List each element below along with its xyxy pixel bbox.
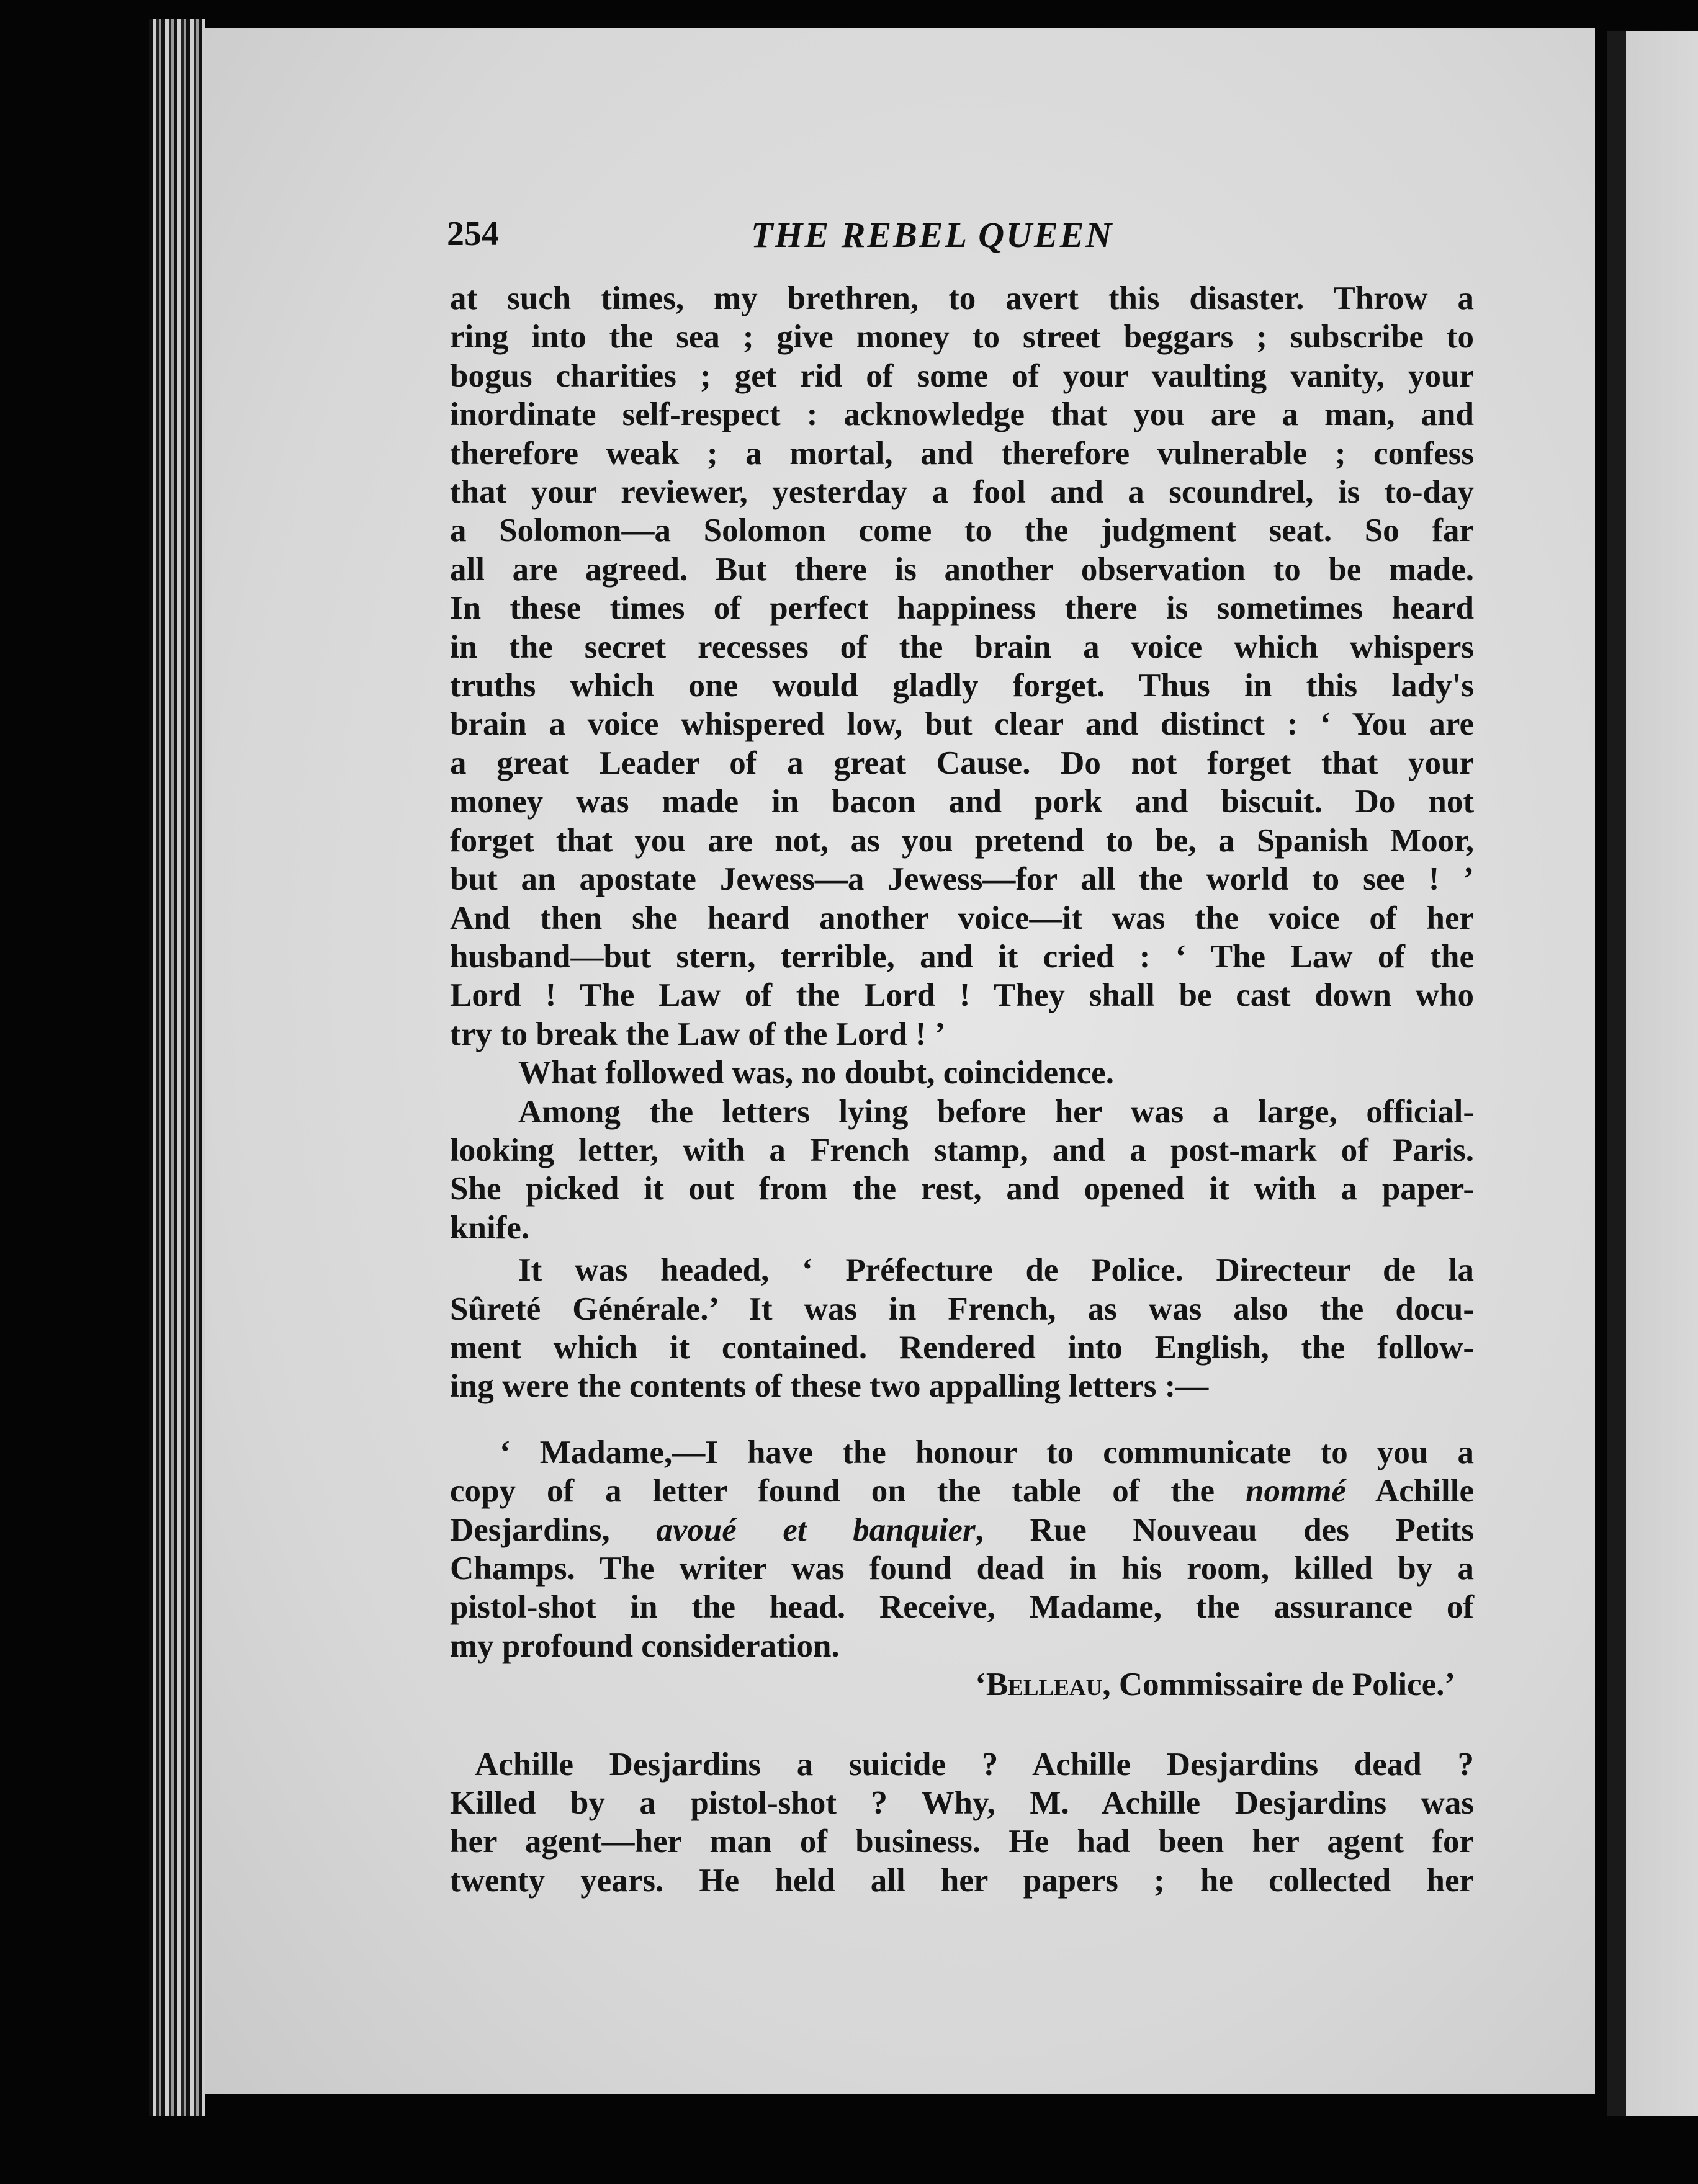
- running-head: THE REBEL QUEEN: [751, 215, 1114, 255]
- text-line: bogus charities ; get rid of some of your vaulting vanity, your: [450, 357, 1474, 394]
- body-text: [450, 279, 1474, 1900]
- text-line: ring into the sea ; give money to street beggars ; subscribe to: [450, 319, 1474, 356]
- text-line: husband—but stern, terrible, and it cried : ‘ The Law of the: [450, 938, 1474, 975]
- facing-page-edge: [1607, 31, 1698, 2116]
- letter-signature: ‘Belleau, Commissaire de Police.’: [975, 1667, 1455, 1703]
- text-line: What followed was, no doubt, coincidence.: [518, 1055, 1114, 1091]
- text-line: truths which one would gladly forget. Thus in this lady's: [450, 668, 1474, 704]
- quoted-letter: [450, 1433, 1474, 1704]
- text-line: money was made in bacon and pork and biscuit. Do not: [450, 784, 1474, 820]
- text-line: Killed by a pistol-shot ? Why, M. Achille Desjardins was: [450, 1785, 1474, 1822]
- text-line: in the secret recesses of the brain a voice which whispers: [450, 629, 1474, 665]
- text-line: Lord ! The Law of the Lord ! They shall be cast down who: [450, 977, 1474, 1014]
- text-line: ment which it contained. Rendered into English, the follow-: [450, 1329, 1474, 1366]
- text-line: It was headed, ‘ Préfecture de Police. Directeur de la: [518, 1252, 1474, 1289]
- text-line: that your reviewer, yesterday a fool and a scoundrel, is to-day: [450, 474, 1474, 511]
- text-line: inordinate self-respect : acknowledge that you are a man, and: [450, 396, 1474, 433]
- paragraph-2: [450, 1054, 1474, 1092]
- text-line: at such times, my brethren, to avert this disaster. Throw a: [450, 280, 1474, 316]
- text-line: Among the letters lying before her was a large, official-: [518, 1093, 1474, 1130]
- text-line: but an apostate Jewess—a Jewess—for all the world to see ! ’: [450, 861, 1474, 898]
- text-line: Achille Desjardins a suicide ? Achille Desjardins dead ?: [475, 1746, 1474, 1783]
- text-line: forget that you are not, as you pretend to be, a Spanish Moor,: [450, 822, 1474, 859]
- book-gutter: [149, 19, 205, 2116]
- text-line: all are agreed. But there is another observation to be made.: [450, 551, 1474, 588]
- text-line: a great Leader of a great Cause. Do not forget that your: [450, 745, 1474, 781]
- text-line: try to break the Law of the Lord ! ’: [450, 1016, 946, 1052]
- text-line: twenty years. He held all her papers ; he collected her: [450, 1862, 1474, 1899]
- text-line: a Solomon—a Solomon come to the judgment seat. So far: [450, 512, 1474, 549]
- text-line: And then she heard another voice—it was the voice of her: [450, 900, 1474, 936]
- page-number: 254: [447, 215, 499, 253]
- text-line: Desjardins, avoué et banquier, Rue Nouveau des Petits: [450, 1511, 1474, 1548]
- text-line: looking letter, with a French stamp, and a post-mark of Paris.: [450, 1132, 1474, 1168]
- paragraph-4: [450, 1251, 1474, 1406]
- text-line: ing were the contents of these two appalling letters :—: [450, 1368, 1209, 1405]
- text-line: brain a voice whispered low, but clear and distinct : ‘ You are: [450, 706, 1474, 743]
- spacer: [450, 1704, 1474, 1745]
- text-line: copy of a letter found on the table of the nommé Achille: [450, 1473, 1474, 1510]
- text-line: knife.: [450, 1209, 530, 1246]
- text-line: Sûreté Générale.’ It was in French, as was also the docu-: [450, 1291, 1474, 1327]
- text-line: Champs. The writer was found dead in his room, killed by a: [450, 1551, 1474, 1587]
- paragraph-1: [450, 279, 1474, 1054]
- paragraph-3: [450, 1093, 1474, 1248]
- text-line: my profound consideration.: [450, 1627, 840, 1664]
- text-line: pistol-shot in the head. Receive, Madame, the assurance of: [450, 1589, 1474, 1626]
- text-line: She picked it out from the rest, and opened it with a paper-: [450, 1171, 1474, 1207]
- paragraph-5: [450, 1745, 1474, 1900]
- text-line: ‘ Madame,—I have the honour to communicate to you a: [500, 1434, 1474, 1470]
- text-line: therefore weak ; a mortal, and therefore vulnerable ; confess: [450, 435, 1474, 472]
- text-line: In these times of perfect happiness there is sometimes heard: [450, 590, 1474, 627]
- text-line: her agent—her man of business. He had been her agent for: [450, 1824, 1474, 1860]
